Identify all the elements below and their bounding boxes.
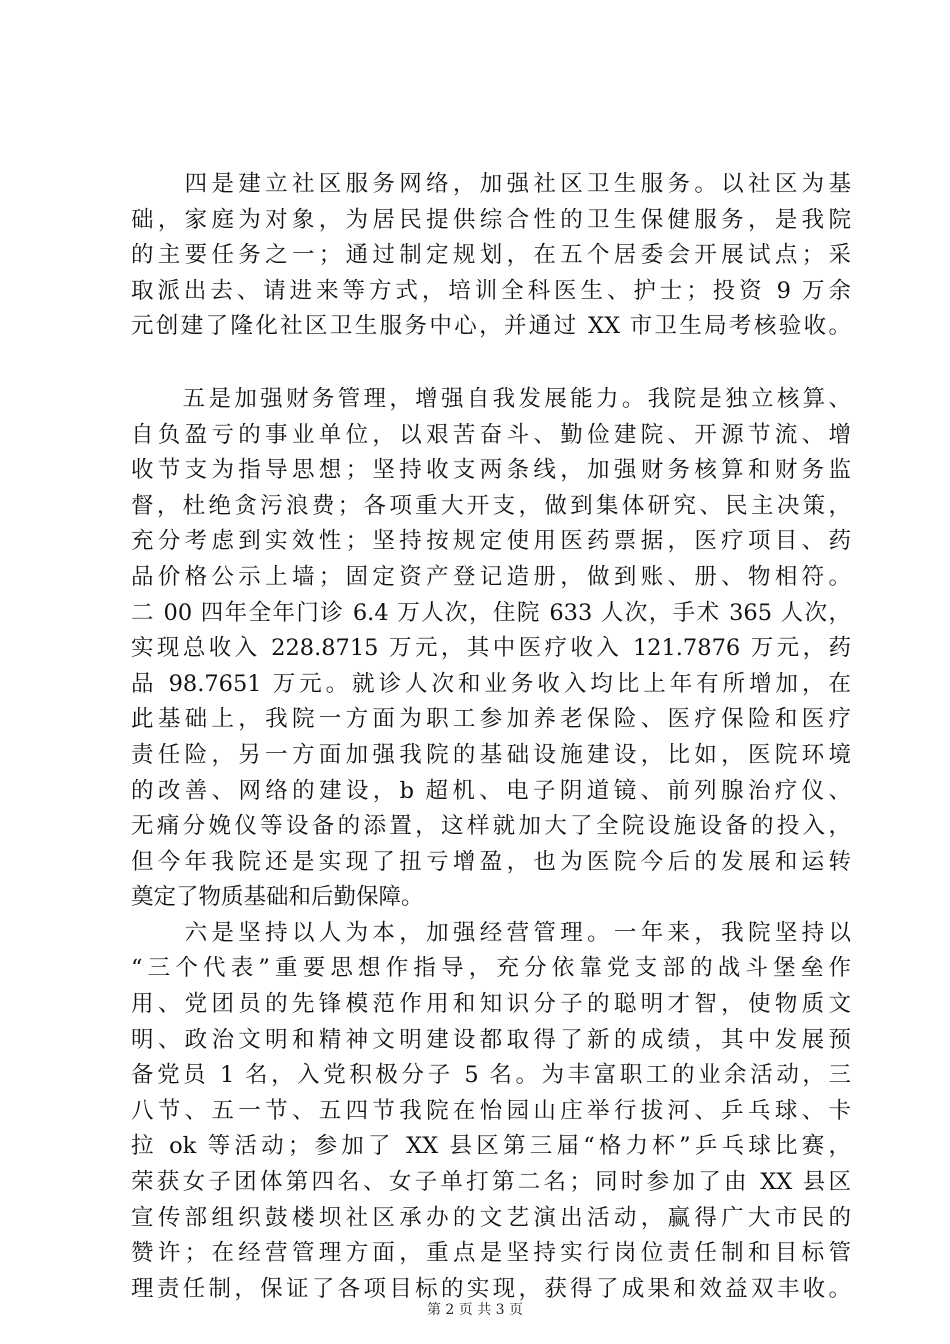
text-line: 奠定了物质基础和后勤保障。	[131, 884, 424, 911]
text-line: 二 00 四年全年门诊 6.4 万人次，住院 633 人次，手术 365 人次，	[131, 599, 851, 626]
text-line: 实现总收入 228.8715 万元，其中医疗收入 121.7876 万元，药	[131, 635, 851, 662]
paragraph-spacer	[131, 345, 851, 382]
document-body	[131, 167, 851, 1307]
text-line: 八节、五一节、五四节我院在怡园山庄举行拔河、乒乓球、卡	[131, 1097, 851, 1124]
text-line: 品 98.7651 万元。就诊人次和业务收入均比上年有所增加，在	[131, 670, 851, 697]
text-line: 自负盈亏的事业单位，以艰苦奋斗、勤俭建院、开源节流、增	[131, 421, 851, 448]
text-line: 宣传部组织鼓楼坝社区承办的文艺演出活动，赢得广大市民的	[131, 1204, 851, 1231]
text-line: 四是建立社区服务网络，加强社区卫生服务。以社区为基	[131, 171, 851, 197]
text-line: 荣获女子团体第四名、女子单打第二名；同时参加了由 XX 县区	[131, 1169, 851, 1196]
paragraph-community-service	[131, 167, 851, 345]
text-line: 六是坚持以人为本，加强经营管理。一年来，我院坚持以	[131, 919, 851, 946]
text-line: 元创建了隆化社区卫生服务中心，并通过 XX 市卫生局考核验收。	[131, 313, 851, 340]
text-line: 理责任制，保证了各项目标的实现，获得了成果和效益双丰收。	[131, 1275, 851, 1302]
page-number-footer: 第 2 页 共 3 页	[426, 1302, 524, 1318]
text-line: 收节支为指导思想；坚持收支两条线，加强财务核算和财务监	[131, 457, 851, 484]
text-line: “三个代表”重要思想作指导，充分依靠党支部的战斗堡垒作	[131, 955, 851, 982]
text-line: 五是加强财务管理，增强自我发展能力。我院是独立核算、	[131, 385, 851, 412]
text-line: 备党员 1 名，入党积极分子 5 名。为丰富职工的业余活动，三	[131, 1062, 851, 1089]
text-line: 的改善、网络的建设，b 超机、电子阴道镜、前列腺治疗仪、	[131, 777, 851, 804]
text-line: 的主要任务之一；通过制定规划，在五个居委会开展试点；采	[131, 242, 851, 269]
text-line: 拉 ok 等活动；参加了 XX 县区第三届“格力杯”乒乓球比赛，	[131, 1133, 851, 1160]
text-line: 无痛分娩仪等设备的添置，这样就加大了全院设施设备的投入，	[131, 813, 851, 840]
paragraph-operations-management	[131, 916, 851, 1308]
text-line: 用、党团员的先锋模范作用和知识分子的聪明才智，使物质文	[131, 991, 851, 1018]
text-line: 责任险，另一方面加强我院的基础设施建设，比如，医院环境	[131, 741, 851, 768]
text-line: 督，杜绝贪污浪费；各项重大开支，做到集体研究、民主决策，	[131, 492, 851, 519]
text-line: 取派出去、请进来等方式，培训全科医生、护士；投资 9 万余	[131, 277, 851, 304]
text-line: 充分考虑到实效性；坚持按规定使用医药票据，医疗项目、药	[131, 528, 851, 555]
text-line: 但今年我院还是实现了扭亏增盈，也为医院今后的发展和运转	[131, 848, 851, 875]
text-line: 明、政治文明和精神文明建设都取得了新的成绩，其中发展预	[131, 1026, 851, 1053]
text-line: 此基础上，我院一方面为职工参加养老保险、医疗保险和医疗	[131, 706, 851, 733]
text-line: 品价格公示上墙；固定资产登记造册，做到账、册、物相符。	[131, 563, 851, 590]
paragraph-financial-management	[131, 382, 851, 916]
text-line: 础，家庭为对象，为居民提供综合性的卫生保健服务，是我院	[131, 206, 851, 233]
text-line: 赞许；在经营管理方面，重点是坚持实行岗位责任制和目标管	[131, 1240, 851, 1267]
